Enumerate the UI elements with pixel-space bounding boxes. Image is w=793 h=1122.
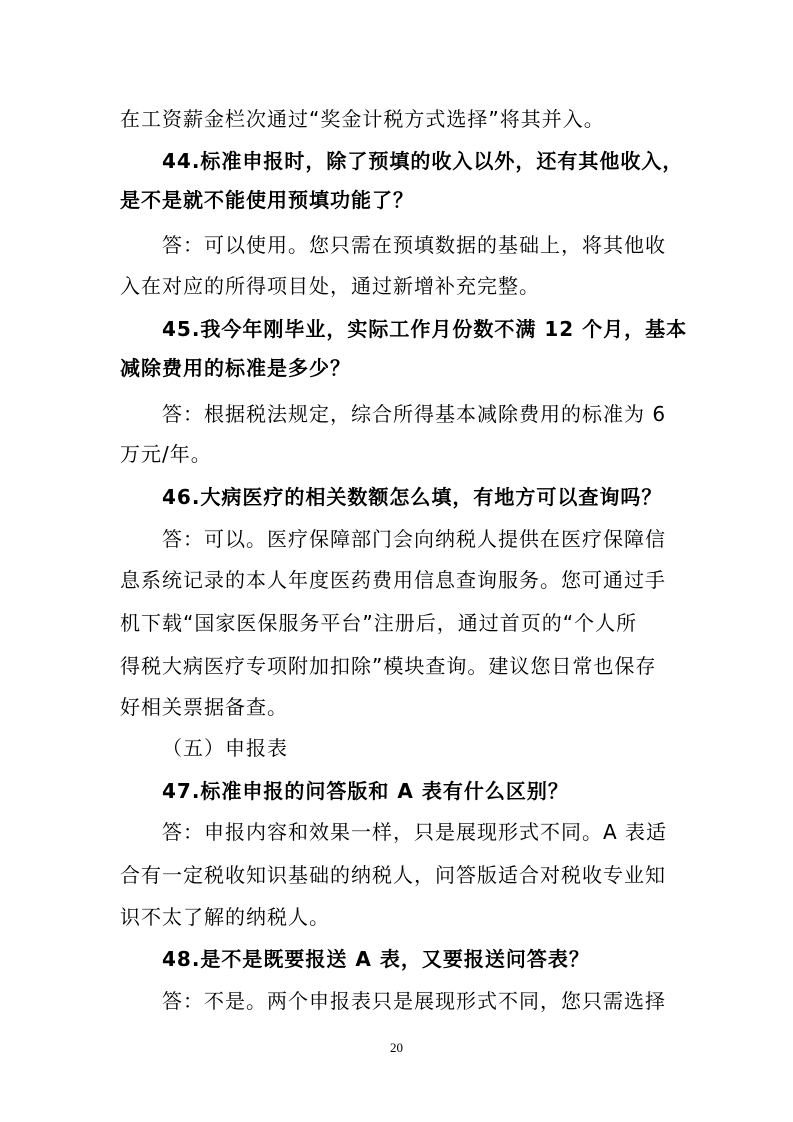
answer-46-line3: 机下载“国家医保服务平台”注册后，通过首页的“个人所 bbox=[120, 611, 638, 635]
page-number: 20 bbox=[390, 1040, 403, 1055]
question-45-line2: 减除费用的标准是多少？ bbox=[120, 356, 351, 380]
answer-44-line2: 入在对应的所得项目处，通过新增补充完整。 bbox=[120, 274, 540, 298]
question-48: 48.是不是既要报送 A 表，又要报送问答表？ bbox=[162, 947, 590, 971]
answer-45-line2: 万元/年。 bbox=[120, 442, 212, 466]
text-line: 在工资薪金栏次通过“奖金计税方式选择”将其并入。 bbox=[120, 107, 605, 131]
question-44-line1: 44.标准申报时，除了预填的收入以外，还有其他收入， bbox=[162, 149, 684, 173]
question-46: 46.大病医疗的相关数额怎么填，有地方可以查询吗？ bbox=[162, 485, 663, 509]
question-44-line2: 是不是就不能使用预填功能了？ bbox=[120, 188, 414, 212]
answer-46-line4: 得税大病医疗专项附加扣除”模块查询。建议您日常也保存 bbox=[120, 654, 657, 678]
answer-45-line1: 答：根据税法规定，综合所得基本减除费用的标准为 6 bbox=[162, 402, 667, 426]
answer-46-line1: 答：可以。医疗保障部门会向纳税人提供在医疗保障信 bbox=[162, 527, 666, 551]
answer-48-line1: 答：不是。两个申报表只是展现形式不同，您只需选择 bbox=[162, 989, 666, 1013]
question-47: 47.标准申报的问答版和 A 表有什么区别？ bbox=[162, 779, 569, 803]
answer-47-line1: 答：申报内容和效果一样，只是展现形式不同。A 表适 bbox=[162, 820, 668, 844]
section-heading: （五）申报表 bbox=[162, 736, 288, 760]
question-45-line1: 45.我今年刚毕业，实际工作月份数不满 12 个月，基本 bbox=[162, 317, 688, 341]
answer-44-line1: 答：可以使用。您只需在预填数据的基础上，将其他收 bbox=[162, 233, 666, 257]
answer-47-line3: 识不太了解的纳税人。 bbox=[120, 905, 330, 929]
answer-47-line2: 合有一定税收知识基础的纳税人，问答版适合对税收专业知 bbox=[120, 863, 666, 887]
answer-46-line2: 息系统记录的本人年度医药费用信息查询服务。您可通过手 bbox=[120, 568, 666, 592]
answer-46-line5: 好相关票据备查。 bbox=[120, 695, 288, 719]
